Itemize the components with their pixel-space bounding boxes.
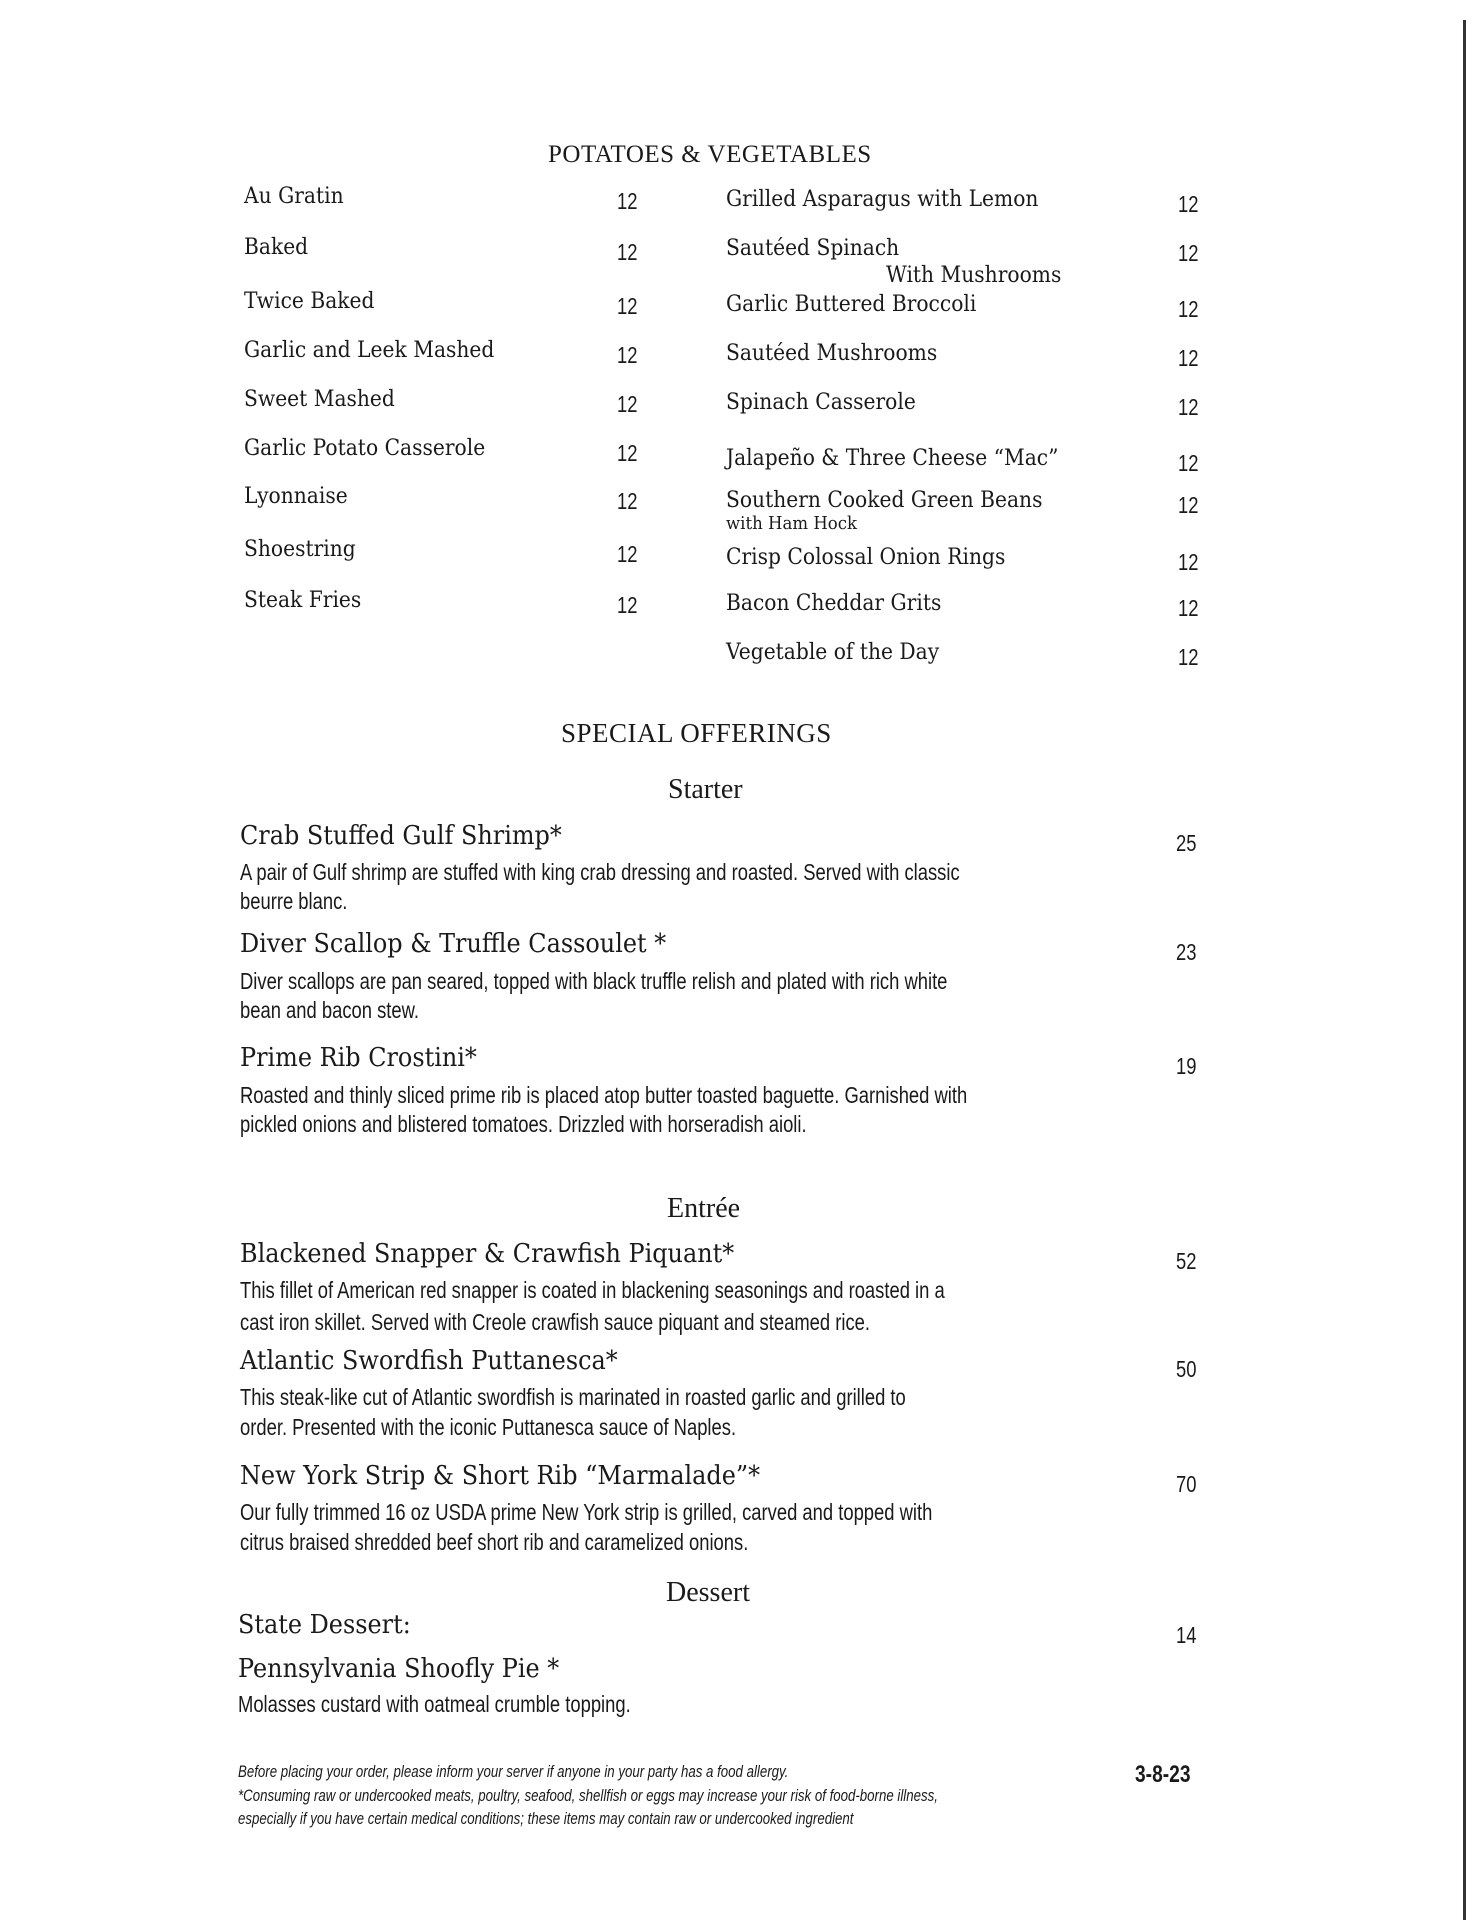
special-item-description: pickled onions and blistered tomatoes. Drizzled with horseradish aioli. bbox=[240, 1111, 807, 1137]
menu-item-price: 12 bbox=[1178, 240, 1199, 266]
dessert-label: State Dessert: bbox=[238, 1610, 411, 1640]
menu-item-name: Jalapeño & Three Cheese “Mac” bbox=[726, 446, 1059, 471]
special-item-price: 70 bbox=[1176, 1471, 1197, 1497]
menu-item-price: 12 bbox=[1178, 549, 1199, 575]
section-title-potatoes-vegetables: POTATOES & VEGETABLES bbox=[548, 141, 872, 168]
menu-item-price: 12 bbox=[1178, 644, 1199, 670]
special-item-name: Atlantic Swordfish Puttanesca* bbox=[240, 1346, 618, 1376]
dessert-price: 14 bbox=[1176, 1622, 1197, 1648]
special-item-description: This steak-like cut of Atlantic swordfish is marinated in roasted garlic and grilled to bbox=[240, 1384, 906, 1410]
menu-item-name: Spinach Casserole bbox=[726, 390, 916, 415]
menu-item-price: 12 bbox=[617, 541, 638, 567]
consumption-warning-2: especially if you have certain medical conditions; these items may contain raw or undercooked ingredient bbox=[238, 1809, 854, 1828]
menu-item-price: 12 bbox=[617, 239, 638, 265]
menu-item-price: 12 bbox=[617, 440, 638, 466]
special-item-description: A pair of Gulf shrimp are stuffed with king crab dressing and roasted. Served with classic bbox=[240, 859, 960, 885]
special-item-description: bean and bacon stew. bbox=[240, 997, 420, 1023]
menu-item-price: 12 bbox=[1178, 345, 1199, 371]
menu-item-price: 12 bbox=[617, 293, 638, 319]
special-item-description: This fillet of American red snapper is coated in blackening seasonings and roasted in a bbox=[240, 1277, 945, 1303]
menu-item-name: Bacon Cheddar Grits bbox=[726, 591, 942, 616]
special-item-description: Diver scallops are pan seared, topped with black truffle relish and plated with rich white bbox=[240, 968, 948, 994]
special-item-description: beurre blanc. bbox=[240, 888, 348, 914]
menu-item-name: Steak Fries bbox=[244, 588, 362, 613]
menu-date: 3-8-23 bbox=[1135, 1761, 1191, 1788]
menu-item-name: Grilled Asparagus with Lemon bbox=[726, 187, 1039, 212]
menu-item-price: 12 bbox=[1178, 191, 1199, 217]
allergy-note: Before placing your order, please inform your server if anyone in your party has a food allergy. bbox=[238, 1762, 789, 1781]
menu-item-name: Sweet Mashed bbox=[244, 387, 395, 412]
menu-item-name: Au Gratin bbox=[244, 184, 344, 209]
menu-item-price: 12 bbox=[1178, 450, 1199, 476]
special-item-name: Prime Rib Crostini* bbox=[240, 1043, 477, 1073]
special-item-price: 52 bbox=[1176, 1248, 1197, 1274]
subsection-starter: Starter bbox=[668, 774, 743, 805]
menu-item-name: Southern Cooked Green Beans bbox=[726, 488, 1043, 513]
special-item-name: Blackened Snapper & Crawfish Piquant* bbox=[240, 1239, 735, 1269]
menu-item-price: 12 bbox=[617, 391, 638, 417]
menu-item-price: 12 bbox=[617, 488, 638, 514]
section-title-special-offerings: SPECIAL OFFERINGS bbox=[561, 718, 832, 748]
page-edge bbox=[1463, 20, 1466, 1920]
menu-item-price: 12 bbox=[1178, 296, 1199, 322]
special-item-name: Diver Scallop & Truffle Cassoulet * bbox=[240, 929, 667, 959]
special-item-name: New York Strip & Short Rib “Marmalade”* bbox=[240, 1461, 761, 1491]
menu-item-name: Twice Baked bbox=[244, 289, 375, 314]
special-item-description: Our fully trimmed 16 oz USDA prime New York strip is grilled, carved and topped with bbox=[240, 1499, 933, 1525]
subsection-dessert: Dessert bbox=[666, 1577, 750, 1608]
menu-item-name: Sautéed Mushrooms bbox=[726, 341, 938, 366]
special-item-price: 23 bbox=[1176, 939, 1197, 965]
menu-item-name: Shoestring bbox=[244, 537, 356, 562]
subsection-entree: Entrée bbox=[667, 1193, 741, 1224]
consumption-warning-1: *Consuming raw or undercooked meats, poultry, seafood, shellfish or eggs may increase your risk of food-borne illness, bbox=[238, 1786, 938, 1805]
special-item-name: Crab Stuffed Gulf Shrimp* bbox=[240, 821, 562, 851]
dessert-name: Pennsylvania Shoofly Pie * bbox=[238, 1654, 560, 1684]
menu-item-price: 12 bbox=[617, 188, 638, 214]
special-item-description: cast iron skillet. Served with Creole crawfish sauce piquant and steamed rice. bbox=[240, 1309, 870, 1335]
menu-item-name: Crisp Colossal Onion Rings bbox=[726, 545, 1006, 570]
menu-item-name: Baked bbox=[244, 235, 309, 260]
menu-item-name: Garlic Buttered Broccoli bbox=[726, 292, 977, 317]
menu-item-name: Lyonnaise bbox=[244, 484, 348, 509]
menu-item-name: Garlic Potato Casserole bbox=[244, 436, 486, 461]
dessert-description: Molasses custard with oatmeal crumble topping. bbox=[238, 1691, 631, 1717]
special-item-price: 19 bbox=[1176, 1053, 1197, 1079]
special-item-description: citrus braised shredded beef short rib and caramelized onions. bbox=[240, 1529, 749, 1555]
menu-item-subtitle: with Ham Hock bbox=[726, 513, 858, 534]
menu-item-price: 12 bbox=[617, 592, 638, 618]
special-item-price: 25 bbox=[1176, 830, 1197, 856]
special-item-description: Roasted and thinly sliced prime rib is placed atop butter toasted baguette. Garnished with bbox=[240, 1082, 968, 1108]
menu-item-name: Garlic and Leek Mashed bbox=[244, 338, 495, 363]
menu-item-price: 12 bbox=[1178, 394, 1199, 420]
menu-item-price: 12 bbox=[617, 342, 638, 368]
menu-item-price: 12 bbox=[1178, 492, 1199, 518]
menu-item-subtitle: With Mushrooms bbox=[886, 263, 1062, 288]
special-item-price: 50 bbox=[1176, 1356, 1197, 1382]
special-item-description: order. Presented with the iconic Puttanesca sauce of Naples. bbox=[240, 1414, 737, 1440]
menu-item-name: Vegetable of the Day bbox=[726, 640, 940, 665]
menu-item-price: 12 bbox=[1178, 595, 1199, 621]
menu-item-name: Sautéed Spinach bbox=[726, 236, 900, 261]
